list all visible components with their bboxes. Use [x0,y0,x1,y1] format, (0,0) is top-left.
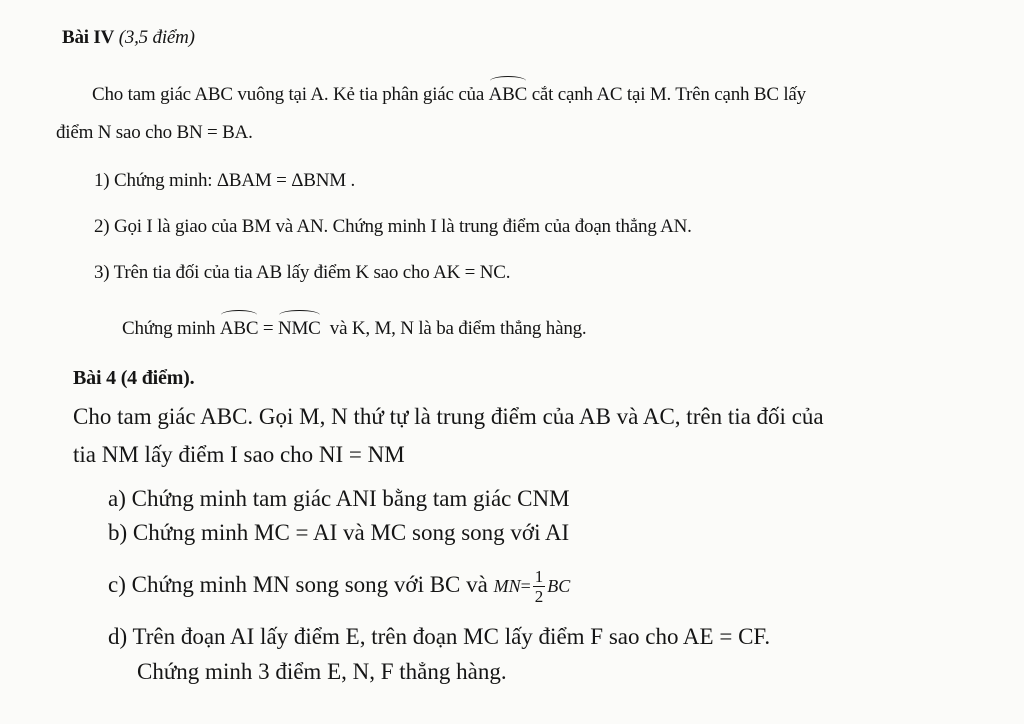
angle-abc-arc: ABC [489,79,527,104]
bai-iv-intro-a: Cho tam giác ABC vuông tại A. Kẻ tia phân giác của [92,84,485,105]
bai-iv-intro-line1 [92,79,806,106]
bai-4-question-b: b) Chứng minh MC = AI và MC song song với AI [108,520,570,545]
qc-text: c) Chứng minh MN song song với BC và [108,571,488,597]
bai-iv-question-3b [122,313,586,340]
fraction-denominator: 2 [534,587,544,606]
angle-abc-arc-2: ABC [220,313,258,338]
bai-iv-question-3: 3) Trên tia đối của tia AB lấy điểm K sao cho AK = NC. [94,262,511,283]
q3b-suffix: và K, M, N là ba điểm thẳng hàng. [329,318,587,339]
bai-iv-intro-line2: điểm N sao cho BN = BA. [56,122,253,143]
qc-equals: = [520,575,531,596]
fraction-numerator: 1 [534,567,544,586]
q3b-prefix: Chứng minh [122,318,216,339]
bai-4-intro-line1: Cho tam giác ABC. Gọi M, N thứ tự là trung điểm của AB và AC, trên tia đối của [73,404,824,429]
bai-iv-title: Bài IV [62,27,115,48]
q3b-equals: = [262,318,274,339]
bai-4-question-d-line2: Chứng minh 3 điểm E, N, F thẳng hàng. [137,659,507,684]
bai-4-question-a: a) Chứng minh tam giác ANI bằng tam giác CNM [108,486,570,511]
bai-iv-points: (3,5 điểm) [118,27,195,48]
bai-4-intro-line2: tia NM lấy điểm I sao cho NI = NM [73,442,405,467]
bai-4-question-c [108,568,570,605]
qc-rhs: BC [547,575,571,596]
bai-iv-intro-b: cắt cạnh AC tại M. Trên cạnh BC lấy [531,84,806,105]
one-half-fraction [533,568,546,605]
qc-lhs: MN [493,575,521,596]
bai-iv-question-1: 1) Chứng minh: ΔBAM = ΔBNM . [94,170,356,191]
angle-nmc-arc: NMC [278,313,321,338]
bai-iv-heading [62,27,195,49]
bai-iv-question-2: 2) Gọi I là giao của BM và AN. Chứng minh I là trung điểm của đoạn thẳng AN. [94,216,692,237]
bai-4-question-d-line1: d) Trên đoạn AI lấy điểm E, trên đoạn MC lấy điểm F sao cho AE = CF. [108,624,771,649]
bai-4-heading: Bài 4 (4 điểm). [73,367,195,389]
